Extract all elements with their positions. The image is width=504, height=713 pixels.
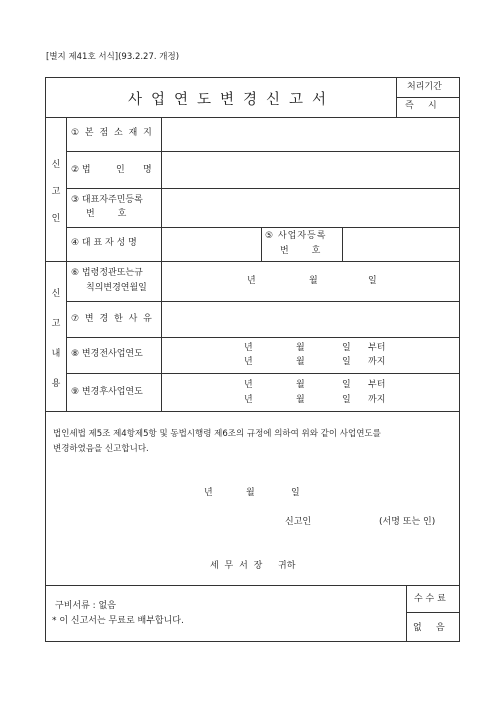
report-day: 일 (291, 488, 300, 498)
signature-note: (서명 또는 인) (379, 517, 436, 527)
after-to-month: 월 (296, 395, 305, 405)
rule (66, 301, 460, 302)
rule (45, 261, 460, 262)
fee-header: 수 수 료 (414, 594, 446, 604)
after-to-year: 년 (244, 395, 253, 405)
section-char: 고 (51, 187, 61, 197)
before-from-day: 일 (342, 343, 351, 353)
attachments-label: 구비서류 : 없음 (55, 601, 116, 611)
fee-value: 없 음 (413, 623, 445, 633)
after-from-month: 월 (296, 380, 305, 390)
rule (45, 117, 460, 118)
processing-divider (396, 97, 460, 98)
after-from-day: 일 (342, 380, 351, 390)
before-fy-label: ⑧ 변경전사업연도 (71, 349, 143, 359)
rule (406, 612, 460, 613)
rule (66, 151, 460, 152)
change-date-label: ⑥ 법령정관또는규 (71, 268, 143, 278)
processing-period-value: 즉 시 (405, 101, 437, 111)
biz-reg-label-2: 번 호 (280, 246, 321, 256)
before-from-year: 년 (244, 343, 253, 353)
column-rule (161, 117, 162, 411)
rule (66, 373, 460, 374)
before-to-month: 월 (296, 357, 305, 367)
after-from-year: 년 (244, 380, 253, 390)
statement-line-1: 법인세법 제5조 제4항제5항 및 동법시행령 제6조의 규정에 의하여 위와 같이 사업연도를 (53, 429, 381, 439)
reason-label: ⑦ 변 경 한 사 유 (71, 314, 152, 324)
section-char: 고 (51, 319, 61, 329)
section-char: 신 (51, 160, 61, 170)
after-from-label: 부터 (368, 380, 386, 390)
rep-id-label: ③ 대표자주민등록 (71, 195, 143, 205)
section-char: 인 (51, 214, 61, 224)
distribution-note: * 이 신고서는 무료로 배부합니다. (52, 616, 184, 626)
after-to-label: 까지 (368, 395, 386, 405)
rule (45, 411, 460, 412)
before-from-label: 부터 (368, 343, 386, 353)
report-month: 월 (246, 488, 255, 498)
honorific: 귀하 (278, 561, 296, 571)
column-rule (342, 227, 343, 261)
column-rule (66, 117, 67, 411)
rep-id-label-2: 번 호 (86, 209, 127, 219)
corp-name-label-3: 명 (143, 165, 152, 175)
corp-name-label-1: ② 법 (71, 165, 91, 175)
section-char: 신 (51, 289, 61, 299)
rule (66, 337, 460, 338)
rule (66, 188, 460, 189)
statement-line-2: 변경하였음을 신고합니다. (53, 444, 149, 454)
rule (45, 585, 460, 586)
change-date-label-2: 칙의변경연월일 (86, 283, 147, 293)
reporter-label: 신고인 (285, 517, 312, 527)
before-to-label: 까지 (368, 357, 386, 367)
change-month: 월 (309, 276, 318, 286)
section-char: 용 (51, 379, 61, 389)
before-from-month: 월 (296, 343, 305, 353)
form-title: 사업연도변경신고서 (128, 92, 336, 108)
report-year: 년 (204, 488, 213, 498)
after-to-day: 일 (342, 395, 351, 405)
tax-office-label: 세 무 서 장 (210, 561, 263, 571)
biz-reg-label: ⑤ 사업자등록 (265, 231, 327, 241)
processing-period-header: 처리기간 (407, 82, 442, 92)
after-fy-label: ⑨ 변경후사업연도 (71, 387, 143, 397)
column-rule (406, 585, 407, 642)
head-office-label: ① 본 점 소 재 지 (71, 128, 152, 138)
rep-name-label: ④ 대 표 자 성 명 (71, 238, 137, 248)
change-year: 년 (247, 276, 256, 286)
change-day: 일 (368, 276, 377, 286)
before-to-day: 일 (342, 357, 351, 367)
section-char: 내 (51, 349, 61, 359)
corp-name-label-2: 인 (116, 165, 125, 175)
form-number-label: [별지 제41호 서식](93.2.27. 개정) (46, 52, 180, 62)
rule (66, 227, 460, 228)
before-to-year: 년 (244, 357, 253, 367)
column-rule (261, 227, 262, 261)
